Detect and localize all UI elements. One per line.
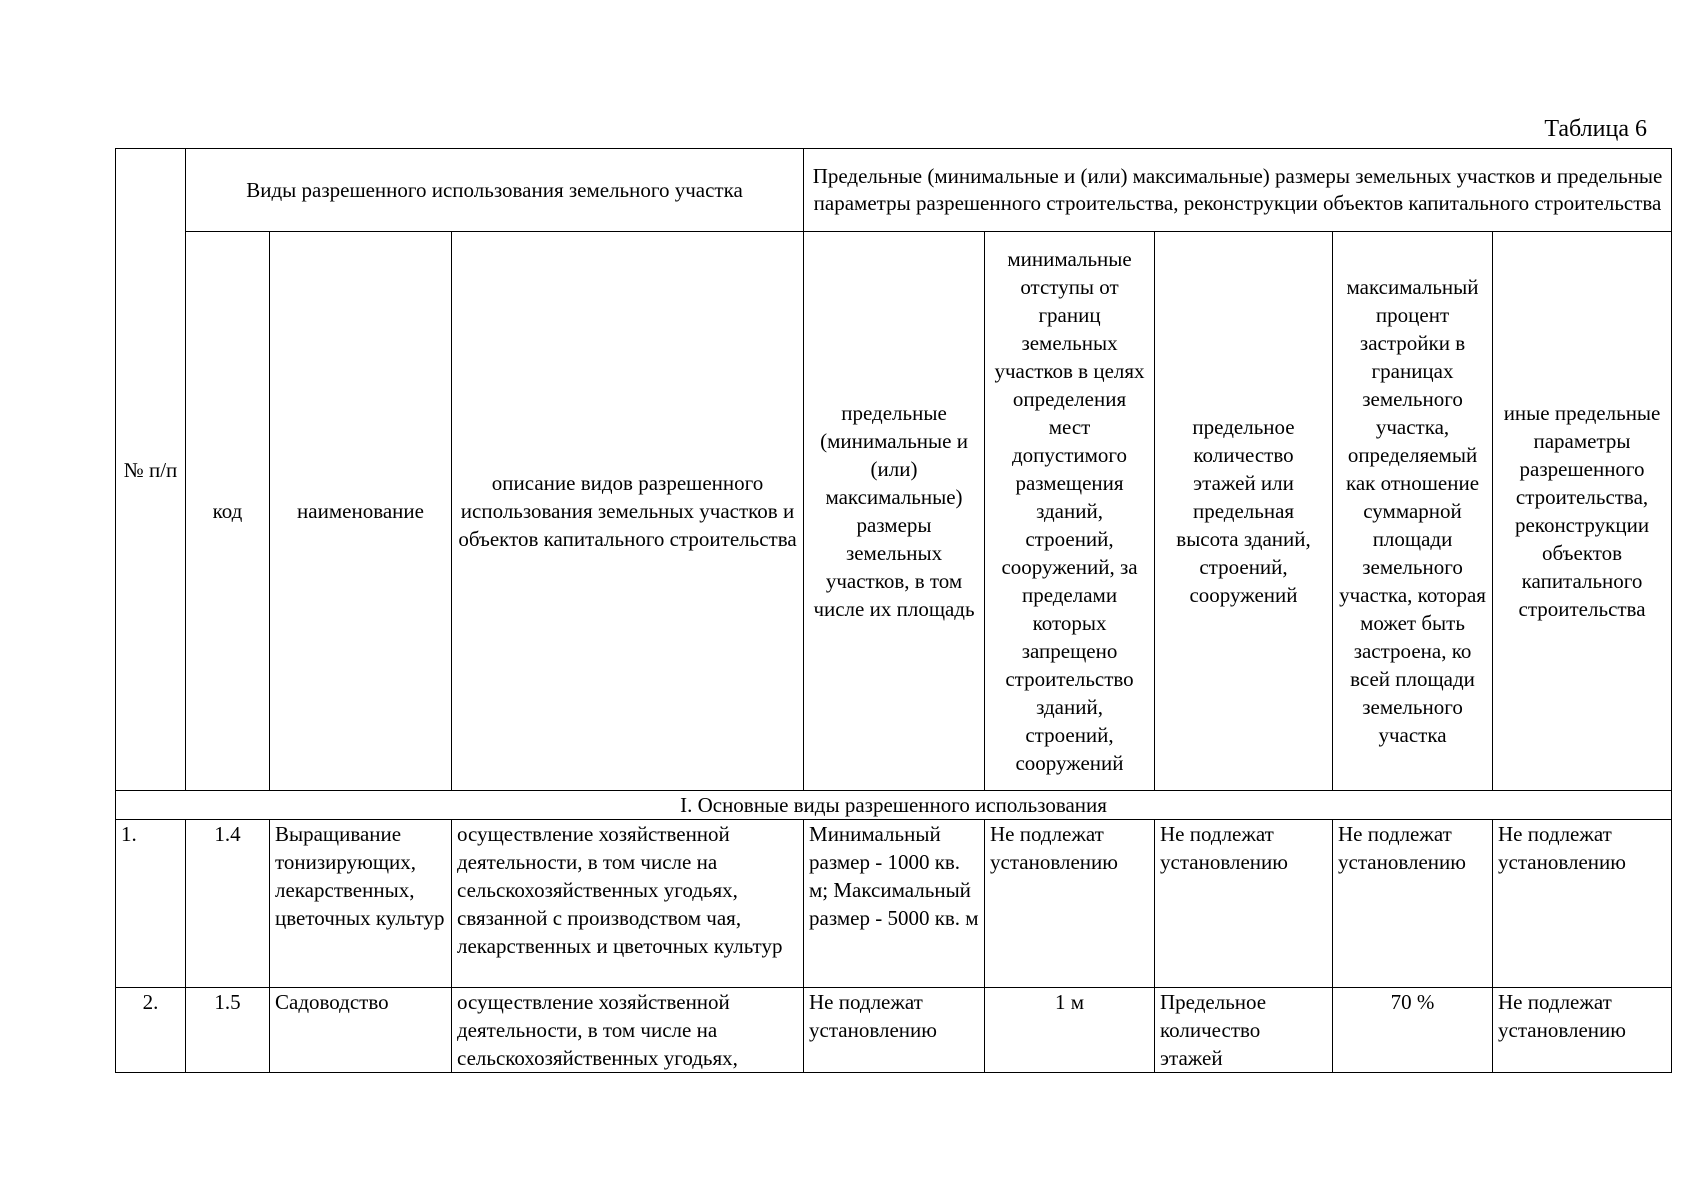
header-size: предельные (минимальные и (или) максимальные) размеры земельных участков, в том числе их площадь bbox=[804, 232, 985, 791]
land-use-table bbox=[115, 148, 1672, 1073]
header-group-params: Предельные (минимальные и (или) максимальные) размеры земельных участков и предельные параметры разрешенного строительства, реконструкции объектов капитального строительства bbox=[804, 149, 1672, 232]
row-description: осуществление хозяйственной деятельности, в том числе на сельскохозяйственных угодьях, bbox=[452, 988, 804, 1073]
section-title: I. Основные виды разрешенного использования bbox=[116, 791, 1672, 820]
header-code: код bbox=[186, 232, 270, 791]
header-num: № п/п bbox=[116, 149, 186, 791]
header-other: иные предельные параметры разрешенного строительства, реконструкции объектов капитального строительства bbox=[1493, 232, 1672, 791]
row-size: Не подлежат установлению bbox=[804, 988, 985, 1073]
row-coverage: Не подлежат установлению bbox=[1333, 820, 1493, 988]
row-name: Садоводство bbox=[270, 988, 452, 1073]
row-floors: Не подлежат установлению bbox=[1155, 820, 1333, 988]
table-row bbox=[116, 988, 1672, 1073]
row-description: осуществление хозяйственной деятельности, в том числе на сельскохозяйственных угодьях, связанной с производством чая, лекарственных и цветочных культур bbox=[452, 820, 804, 988]
row-other: Не подлежат установлению bbox=[1493, 820, 1672, 988]
header-setback: минимальные отступы от границ земельных участков в целях определения мест допустимого размещения зданий, строений, сооружений, за пределами которых запрещено строительство зданий, строений, сооружений bbox=[985, 232, 1155, 791]
table-caption: Таблица 6 bbox=[1544, 116, 1647, 142]
row-other: Не подлежат установлению bbox=[1493, 988, 1672, 1073]
header-name: наименование bbox=[270, 232, 452, 791]
row-coverage: 70 % bbox=[1333, 988, 1493, 1073]
section-row bbox=[116, 791, 1672, 820]
row-name: Выращивание тонизирующих, лекарственных, цветочных культур bbox=[270, 820, 452, 988]
row-num: 2. bbox=[116, 988, 186, 1073]
header-description: описание видов разрешенного использования земельных участков и объектов капитального строительства bbox=[452, 232, 804, 791]
header-group-types: Виды разрешенного использования земельного участка bbox=[186, 149, 804, 232]
row-code: 1.5 bbox=[186, 988, 270, 1073]
row-size: Минимальный размер - 1000 кв. м; Максимальный размер - 5000 кв. м bbox=[804, 820, 985, 988]
row-code: 1.4 bbox=[186, 820, 270, 988]
header-coverage: максимальный процент застройки в границах земельного участка, определяемый как отношение суммарной площади земельного участка, которая может быть застроена, ко всей площади земельного участка bbox=[1333, 232, 1493, 791]
header-floors: предельное количество этажей или предельная высота зданий, строений, сооружений bbox=[1155, 232, 1333, 791]
header-row-columns bbox=[116, 232, 1672, 791]
row-setback: 1 м bbox=[985, 988, 1155, 1073]
table-row bbox=[116, 820, 1672, 988]
row-floors: Предельное количество этажей bbox=[1155, 988, 1333, 1073]
header-row-groups bbox=[116, 149, 1672, 232]
row-setback: Не подлежат установлению bbox=[985, 820, 1155, 988]
row-num: 1. bbox=[116, 820, 186, 988]
